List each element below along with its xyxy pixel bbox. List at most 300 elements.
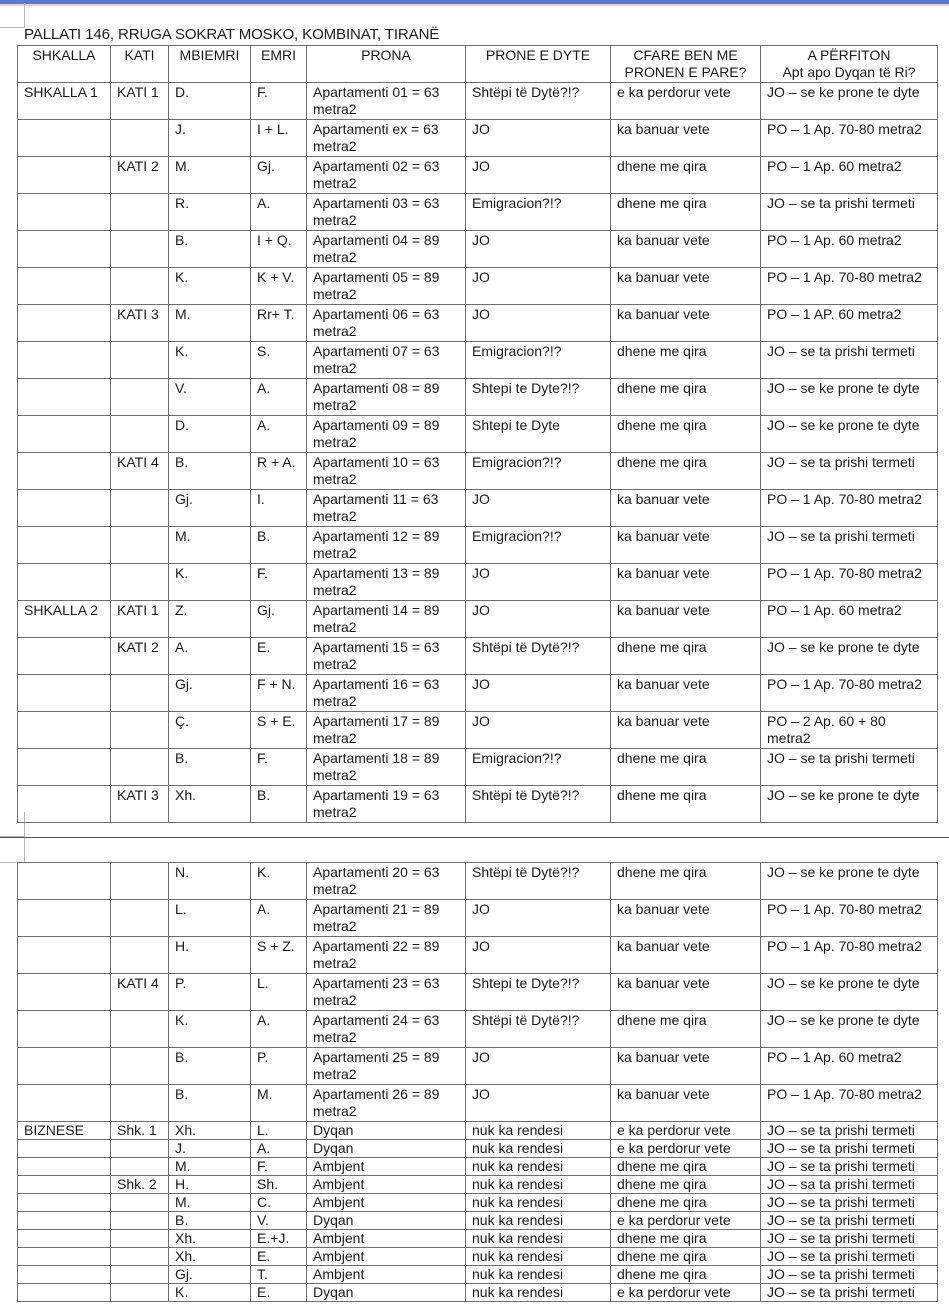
table-row (18, 1284, 938, 1302)
table-row (18, 786, 938, 823)
cell-perfiton: PO – 2 Ap. 60 + 80 metra2 (761, 712, 938, 749)
cell-emri: A. (251, 1011, 307, 1048)
cell-perfiton: JO – se ta prishi termeti (761, 1248, 938, 1266)
table-row (18, 1212, 938, 1230)
cell-perfiton: JO – se ke prone te dyte (761, 863, 938, 900)
cell-perfiton: JO – se ke prone te dyte (761, 83, 938, 120)
cell-prone-e-dyte: JO (466, 1048, 611, 1085)
cell-perfiton: JO – se ta prishi termeti (761, 1140, 938, 1158)
cell-prone-e-dyte: nuk ka rendesi (466, 1248, 611, 1266)
cell-cfare-ben: ka banuar vete (611, 120, 761, 157)
table-body (18, 863, 938, 1122)
cell-kati (111, 1048, 169, 1085)
cell-shkalla (18, 1230, 111, 1248)
cell-prone-e-dyte: Shtëpi të Dytë?!? (466, 83, 611, 120)
cell-prona: Apartamenti 14 = 89 metra2 (307, 601, 466, 638)
cell-perfiton: PO – 1 Ap. 60 metra2 (761, 157, 938, 194)
cell-cfare-ben: e ka perdorur vete (611, 83, 761, 120)
cell-kati (111, 1085, 169, 1122)
cell-prone-e-dyte: Shtëpi të Dytë?!? (466, 638, 611, 675)
cell-perfiton: PO – 1 Ap. 70-80 metra2 (761, 120, 938, 157)
cell-prona: Apartamenti 12 = 89 metra2 (307, 527, 466, 564)
cell-shkalla (18, 1140, 111, 1158)
cell-prona: Apartamenti 03 = 63 metra2 (307, 194, 466, 231)
cell-kati (111, 564, 169, 601)
cell-perfiton: JO – se ta prishi termeti (761, 1230, 938, 1248)
cell-emri: A. (251, 416, 307, 453)
cell-perfiton: JO – se ta prishi termeti (761, 1284, 938, 1302)
cell-prona: Ambjent (307, 1194, 466, 1212)
cell-perfiton: JO – se ta prishi termeti (761, 1266, 938, 1284)
table-row (18, 1085, 938, 1122)
column-header-perfiton (761, 46, 938, 83)
cell-prona: Apartamenti 19 = 63 metra2 (307, 786, 466, 823)
cell-prone-e-dyte: Shtepi te Dyte?!? (466, 974, 611, 1011)
cell-shkalla: BIZNESE (18, 1122, 111, 1140)
table-row (18, 305, 938, 342)
table-row (18, 527, 938, 564)
cell-shkalla (18, 490, 111, 527)
table-row (18, 268, 938, 305)
header-line: CFARE BEN ME (633, 47, 738, 63)
residents-table-page-1 (17, 45, 938, 823)
cell-shkalla (18, 416, 111, 453)
cell-kati (111, 1230, 169, 1248)
cell-prona: Apartamenti 16 = 63 metra2 (307, 675, 466, 712)
cell-perfiton: PO – 1 Ap. 60 metra2 (761, 1048, 938, 1085)
cell-prone-e-dyte: Emigracion?!? (466, 194, 611, 231)
cell-kati (111, 490, 169, 527)
cell-cfare-ben: dhene me qira (611, 1248, 761, 1266)
cell-emri: I + L. (251, 120, 307, 157)
cell-prona: Apartamenti 15 = 63 metra2 (307, 638, 466, 675)
cell-perfiton: JO – se ta prishi termeti (761, 527, 938, 564)
cell-mbiemri: Gj. (169, 675, 251, 712)
cell-cfare-ben: ka banuar vete (611, 268, 761, 305)
cell-shkalla (18, 1266, 111, 1284)
cell-shkalla (18, 120, 111, 157)
cell-mbiemri: B. (169, 749, 251, 786)
cell-shkalla (18, 1284, 111, 1302)
column-header-cfare-ben (611, 46, 761, 83)
cell-mbiemri: J. (169, 120, 251, 157)
cell-emri: F. (251, 83, 307, 120)
cell-mbiemri: J. (169, 1140, 251, 1158)
cell-perfiton: PO – 1 Ap. 70-80 metra2 (761, 490, 938, 527)
cell-shkalla (18, 1176, 111, 1194)
cell-shkalla (18, 900, 111, 937)
cell-prone-e-dyte: nuk ka rendesi (466, 1122, 611, 1140)
cell-prona: Apartamenti 11 = 63 metra2 (307, 490, 466, 527)
cell-prona: Apartamenti 09 = 89 metra2 (307, 416, 466, 453)
table-row (18, 900, 938, 937)
cell-emri: S + Z. (251, 937, 307, 974)
cell-kati (111, 1284, 169, 1302)
cell-emri: E. (251, 638, 307, 675)
cell-shkalla (18, 194, 111, 231)
cell-perfiton: JO – sa ta prishi termeti (761, 1176, 938, 1194)
cell-mbiemri: M. (169, 1158, 251, 1176)
cell-prona: Apartamenti 18 = 89 metra2 (307, 749, 466, 786)
cell-perfiton: PO – 1 Ap. 60 metra2 (761, 231, 938, 268)
cell-perfiton: JO – se ta prishi termeti (761, 1158, 938, 1176)
cell-shkalla (18, 863, 111, 900)
cell-kati (111, 342, 169, 379)
cell-perfiton: JO – se ke prone te dyte (761, 974, 938, 1011)
cell-prone-e-dyte: nuk ka rendesi (466, 1176, 611, 1194)
cell-emri: F. (251, 564, 307, 601)
cell-emri: A. (251, 900, 307, 937)
cell-prone-e-dyte: Emigracion?!? (466, 453, 611, 490)
table-header-row (18, 46, 938, 83)
column-header-kati: KATI (111, 46, 169, 83)
header-line: A PËRFITON (807, 47, 891, 63)
table-row (18, 1230, 938, 1248)
cell-prona: Ambjent (307, 1158, 466, 1176)
cell-prone-e-dyte: JO (466, 120, 611, 157)
cell-prone-e-dyte: JO (466, 305, 611, 342)
cell-emri: T. (251, 1266, 307, 1284)
cell-shkalla (18, 1194, 111, 1212)
cell-prone-e-dyte: JO (466, 937, 611, 974)
cell-kati: KATI 1 (111, 83, 169, 120)
cell-prona: Ambjent (307, 1266, 466, 1284)
cell-cfare-ben: ka banuar vete (611, 1048, 761, 1085)
cell-kati (111, 1194, 169, 1212)
cell-shkalla (18, 937, 111, 974)
cell-mbiemri: R. (169, 194, 251, 231)
cell-prone-e-dyte: JO (466, 157, 611, 194)
cell-emri: A. (251, 379, 307, 416)
cell-cfare-ben: ka banuar vete (611, 937, 761, 974)
cell-cfare-ben: ka banuar vete (611, 527, 761, 564)
table-row (18, 1048, 938, 1085)
cell-kati (111, 1140, 169, 1158)
page-break-divider (0, 837, 949, 838)
cell-prone-e-dyte: JO (466, 490, 611, 527)
cell-emri: K + V. (251, 268, 307, 305)
cell-kati: KATI 4 (111, 453, 169, 490)
cell-prone-e-dyte: Shtepi te Dyte?!? (466, 379, 611, 416)
table-row (18, 601, 938, 638)
cell-emri: L. (251, 1122, 307, 1140)
cell-mbiemri: D. (169, 416, 251, 453)
cell-cfare-ben: dhene me qira (611, 1266, 761, 1284)
cell-prona: Apartamenti 01 = 63 metra2 (307, 83, 466, 120)
cell-emri: E. (251, 1248, 307, 1266)
table-row (18, 937, 938, 974)
cell-mbiemri: V. (169, 379, 251, 416)
table-row (18, 416, 938, 453)
cell-emri: B. (251, 527, 307, 564)
cell-cfare-ben: dhene me qira (611, 194, 761, 231)
column-header-mbiemri: MBIEMRI (169, 46, 251, 83)
cell-shkalla (18, 342, 111, 379)
cell-prone-e-dyte: JO (466, 675, 611, 712)
header-line: PRONEN E PARE? (624, 64, 747, 80)
cell-perfiton: PO – 1 Ap. 70-80 metra2 (761, 675, 938, 712)
cell-shkalla (18, 1048, 111, 1085)
cell-prone-e-dyte: Shtepi te Dyte (466, 416, 611, 453)
business-table-body (18, 1122, 938, 1302)
table-row (18, 1176, 938, 1194)
cell-kati (111, 416, 169, 453)
cell-kati (111, 1248, 169, 1266)
table-row (18, 157, 938, 194)
cell-shkalla (18, 453, 111, 490)
cell-emri: Sh. (251, 1176, 307, 1194)
cell-prona: Dyqan (307, 1284, 466, 1302)
cell-mbiemri: M. (169, 1194, 251, 1212)
cell-prone-e-dyte: nuk ka rendesi (466, 1158, 611, 1176)
cell-kati (111, 379, 169, 416)
cell-mbiemri: H. (169, 937, 251, 974)
table-row (18, 638, 938, 675)
table-row (18, 231, 938, 268)
cell-emri: B. (251, 786, 307, 823)
cell-mbiemri: B. (169, 1212, 251, 1230)
cell-mbiemri: H. (169, 1176, 251, 1194)
cell-mbiemri: Xh. (169, 1248, 251, 1266)
cell-shkalla (18, 1158, 111, 1176)
table-row (18, 379, 938, 416)
cell-prona: Dyqan (307, 1212, 466, 1230)
cell-prone-e-dyte: JO (466, 564, 611, 601)
cell-emri: C. (251, 1194, 307, 1212)
cell-shkalla (18, 527, 111, 564)
cell-shkalla (18, 1011, 111, 1048)
cell-prona: Ambjent (307, 1230, 466, 1248)
cell-emri: E.+J. (251, 1230, 307, 1248)
cell-emri: F. (251, 1158, 307, 1176)
cell-prone-e-dyte: JO (466, 900, 611, 937)
cell-kati: Shk. 1 (111, 1122, 169, 1140)
cell-kati (111, 194, 169, 231)
cell-shkalla (18, 268, 111, 305)
table-row (18, 863, 938, 900)
cell-kati (111, 527, 169, 564)
cell-mbiemri: P. (169, 974, 251, 1011)
cell-prone-e-dyte: Shtëpi të Dytë?!? (466, 786, 611, 823)
cell-perfiton: JO – se ke prone te dyte (761, 1011, 938, 1048)
cell-perfiton: JO – se ke prone te dyte (761, 786, 938, 823)
cell-kati (111, 1011, 169, 1048)
cell-mbiemri: B. (169, 231, 251, 268)
cell-cfare-ben: ka banuar vete (611, 490, 761, 527)
table-row (18, 675, 938, 712)
table-row (18, 83, 938, 120)
cell-kati: KATI 1 (111, 601, 169, 638)
cell-prona: Apartamenti 21 = 89 metra2 (307, 900, 466, 937)
cell-cfare-ben: dhene me qira (611, 416, 761, 453)
cell-shkalla: SHKALLA 1 (18, 83, 111, 120)
table-body (18, 83, 938, 823)
cell-prona: Apartamenti 24 = 63 metra2 (307, 1011, 466, 1048)
cell-cfare-ben: dhene me qira (611, 379, 761, 416)
cell-shkalla (18, 786, 111, 823)
cell-kati (111, 268, 169, 305)
table-row (18, 1266, 938, 1284)
cell-emri: R + A. (251, 453, 307, 490)
cell-shkalla (18, 974, 111, 1011)
cell-emri: Rr+ T. (251, 305, 307, 342)
cell-prona: Apartamenti 04 = 89 metra2 (307, 231, 466, 268)
cell-prone-e-dyte: Shtëpi të Dytë?!? (466, 1011, 611, 1048)
cell-prona: Dyqan (307, 1122, 466, 1140)
cell-perfiton: PO – 1 Ap. 70-80 metra2 (761, 900, 938, 937)
cell-prone-e-dyte: nuk ka rendesi (466, 1284, 611, 1302)
cell-prone-e-dyte: JO (466, 1085, 611, 1122)
cell-mbiemri: K. (169, 564, 251, 601)
cell-perfiton: JO – se ta prishi termeti (761, 342, 938, 379)
cell-prone-e-dyte: JO (466, 712, 611, 749)
cell-perfiton: JO – se ke prone te dyte (761, 379, 938, 416)
cell-prona: Ambjent (307, 1176, 466, 1194)
cell-mbiemri: L. (169, 900, 251, 937)
cell-shkalla (18, 1085, 111, 1122)
cell-mbiemri: Gj. (169, 1266, 251, 1284)
column-header-shkalla: SHKALLA (18, 46, 111, 83)
cell-kati (111, 1158, 169, 1176)
cell-emri: S. (251, 342, 307, 379)
residents-table-page-2 (17, 862, 938, 1302)
cell-kati: KATI 2 (111, 638, 169, 675)
cell-prona: Apartamenti 17 = 89 metra2 (307, 712, 466, 749)
cell-prone-e-dyte: nuk ka rendesi (466, 1266, 611, 1284)
cell-mbiemri: Gj. (169, 490, 251, 527)
cell-cfare-ben: dhene me qira (611, 749, 761, 786)
cell-emri: A. (251, 1140, 307, 1158)
cell-cfare-ben: dhene me qira (611, 342, 761, 379)
cell-prone-e-dyte: nuk ka rendesi (466, 1140, 611, 1158)
page-corner-mark (0, 3, 25, 28)
cell-prone-e-dyte: Emigracion?!? (466, 749, 611, 786)
cell-prona: Ambjent (307, 1248, 466, 1266)
cell-prone-e-dyte: Shtëpi të Dytë?!? (466, 863, 611, 900)
cell-kati: KATI 4 (111, 974, 169, 1011)
table-row (18, 1194, 938, 1212)
cell-shkalla (18, 712, 111, 749)
document-title: PALLATI 146, RRUGA SOKRAT MOSKO, KOMBINAT, TIRANË (24, 26, 440, 43)
cell-cfare-ben: e ka perdorur vete (611, 1140, 761, 1158)
cell-mbiemri: B. (169, 1048, 251, 1085)
cell-cfare-ben: dhene me qira (611, 453, 761, 490)
table-row (18, 564, 938, 601)
cell-prona: Apartamenti 08 = 89 metra2 (307, 379, 466, 416)
cell-mbiemri: B. (169, 1085, 251, 1122)
cell-mbiemri: A. (169, 638, 251, 675)
cell-perfiton: JO – se ke prone te dyte (761, 638, 938, 675)
cell-perfiton: JO – se ta prishi termeti (761, 1194, 938, 1212)
cell-perfiton: JO – se ta prishi termeti (761, 194, 938, 231)
cell-perfiton: JO – se ta prishi termeti (761, 1122, 938, 1140)
cell-cfare-ben: e ka perdorur vete (611, 1122, 761, 1140)
cell-perfiton: JO – se ta prishi termeti (761, 1212, 938, 1230)
cell-prone-e-dyte: JO (466, 601, 611, 638)
cell-cfare-ben: dhene me qira (611, 1011, 761, 1048)
cell-shkalla (18, 564, 111, 601)
cell-kati (111, 749, 169, 786)
cell-cfare-ben: ka banuar vete (611, 1085, 761, 1122)
cell-prona: Apartamenti 26 = 89 metra2 (307, 1085, 466, 1122)
cell-emri: P. (251, 1048, 307, 1085)
cell-prona: Apartamenti 06 = 63 metra2 (307, 305, 466, 342)
cell-kati (111, 1212, 169, 1230)
table-row (18, 194, 938, 231)
cell-shkalla (18, 1248, 111, 1266)
cell-cfare-ben: dhene me qira (611, 786, 761, 823)
cell-perfiton: JO – se ke prone te dyte (761, 416, 938, 453)
cell-kati (111, 231, 169, 268)
table-row (18, 1140, 938, 1158)
cell-prone-e-dyte: JO (466, 231, 611, 268)
cell-mbiemri: Ç. (169, 712, 251, 749)
cell-cfare-ben: ka banuar vete (611, 601, 761, 638)
header-line: Apt apo Dyqan të Ri? (782, 64, 916, 80)
cell-kati: KATI 2 (111, 157, 169, 194)
cell-emri: Gj. (251, 157, 307, 194)
cell-prona: Apartamenti 13 = 89 metra2 (307, 564, 466, 601)
table-row (18, 342, 938, 379)
cell-shkalla (18, 675, 111, 712)
cell-mbiemri: N. (169, 863, 251, 900)
cell-shkalla (18, 231, 111, 268)
cell-mbiemri: Xh. (169, 1230, 251, 1248)
page-corner-mark (0, 838, 25, 863)
cell-emri: V. (251, 1212, 307, 1230)
cell-mbiemri: D. (169, 83, 251, 120)
cell-mbiemri: M. (169, 157, 251, 194)
cell-emri: M. (251, 1085, 307, 1122)
cell-cfare-ben: dhene me qira (611, 1230, 761, 1248)
cell-prona: Apartamenti 10 = 63 metra2 (307, 453, 466, 490)
cell-prona: Apartamenti 23 = 63 metra2 (307, 974, 466, 1011)
cell-cfare-ben: ka banuar vete (611, 974, 761, 1011)
cell-kati: KATI 3 (111, 786, 169, 823)
cell-kati (111, 712, 169, 749)
cell-cfare-ben: ka banuar vete (611, 675, 761, 712)
cell-cfare-ben: e ka perdorur vete (611, 1212, 761, 1230)
cell-emri: E. (251, 1284, 307, 1302)
cell-cfare-ben: ka banuar vete (611, 712, 761, 749)
cell-kati: KATI 3 (111, 305, 169, 342)
cell-prona: Apartamenti ex = 63 metra2 (307, 120, 466, 157)
cell-emri: I. (251, 490, 307, 527)
cell-mbiemri: K. (169, 342, 251, 379)
cell-perfiton: PO – 1 Ap. 70-80 metra2 (761, 937, 938, 974)
cell-shkalla (18, 305, 111, 342)
cell-mbiemri: M. (169, 305, 251, 342)
cell-shkalla: SHKALLA 2 (18, 601, 111, 638)
cell-kati (111, 675, 169, 712)
cell-mbiemri: M. (169, 527, 251, 564)
table-row (18, 120, 938, 157)
cell-cfare-ben: dhene me qira (611, 638, 761, 675)
cell-emri: F + N. (251, 675, 307, 712)
cell-perfiton: PO – 1 Ap. 70-80 metra2 (761, 268, 938, 305)
cell-shkalla (18, 638, 111, 675)
cell-mbiemri: K. (169, 268, 251, 305)
cell-shkalla (18, 379, 111, 416)
cell-mbiemri: Xh. (169, 786, 251, 823)
cell-prone-e-dyte: Emigracion?!? (466, 342, 611, 379)
cell-emri: A. (251, 194, 307, 231)
cell-emri: S + E. (251, 712, 307, 749)
table-row (18, 1011, 938, 1048)
cell-cfare-ben: e ka perdorur vete (611, 1284, 761, 1302)
cell-perfiton: PO – 1 Ap. 60 metra2 (761, 601, 938, 638)
cell-prone-e-dyte: JO (466, 268, 611, 305)
